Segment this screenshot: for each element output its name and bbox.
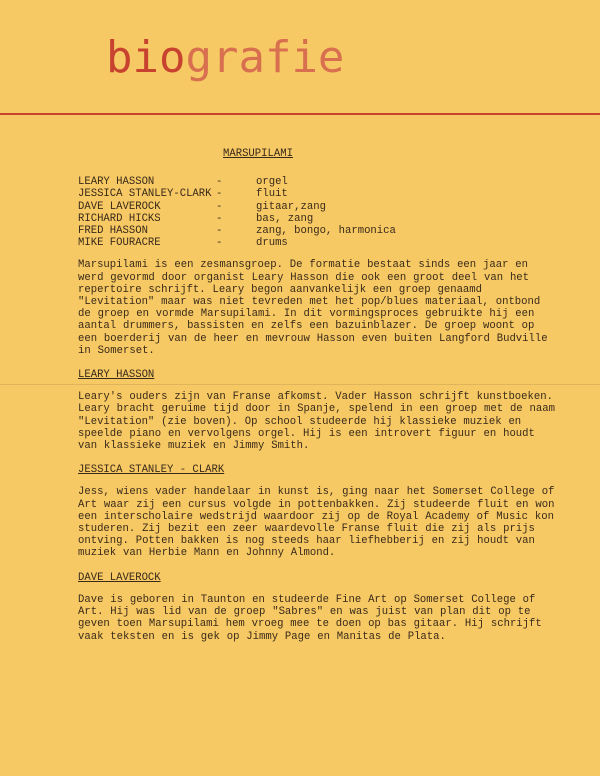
section-text-jessica: Jess, wiens vader handelaar in kunst is, ging naar het Somerset College of Art waar zij een cursus volgde in pottenbakken. Zij studeerde fluit en won een interscholaire wedstrijd waardoor zij op de Royal Academy of Music kon studeren. Zij bezit een zeer waardevolle Franse fluit die zij als prijs ontving. Potten bakken is nog steeds haar liefhebberij en zij houdt van muziek van Herbie Mann en Johnny Almond. (78, 486, 555, 560)
member-row (78, 225, 558, 237)
member-row (78, 213, 558, 225)
member-role: gitaar,zang (256, 200, 326, 213)
section-heading-leary: LEARY HASSON (78, 369, 155, 382)
member-row (78, 237, 558, 249)
page-title (106, 28, 344, 88)
member-role: zang, bongo, harmonica (256, 225, 396, 238)
member-name: MIKE FOURACRE (78, 237, 161, 250)
member-name: JESSICA STANLEY-CLARK (78, 188, 212, 201)
title-part-bio: bio (106, 32, 186, 83)
member-role: orgel (256, 176, 288, 189)
member-row (78, 201, 558, 213)
member-dash: - (216, 188, 223, 201)
member-dash: - (216, 200, 223, 213)
member-dash: - (216, 176, 223, 189)
member-role: fluit (256, 188, 288, 201)
member-dash: - (216, 212, 223, 225)
member-role: drums (256, 237, 288, 250)
section-heading-dave: DAVE LAVEROCK (78, 571, 161, 584)
band-name: MARSUPILAMI (223, 148, 293, 160)
header-rule (0, 113, 600, 115)
document-body (78, 148, 558, 655)
member-dash: - (216, 237, 223, 250)
member-list (78, 176, 558, 249)
section-heading-jessica: JESSICA STANLEY - CLARK (78, 464, 225, 477)
section-text-dave: Dave is geboren in Taunton en studeerde Fine Art op Somerset College of Art. Hij was lid van de groep "Sabres" en was juist van plan dit op te geven toen Marsupilami hem vroeg mee te doen op bas gitaar. Hij schrijft vaak teksten en is gek op Jimmy Page en Manitas de Plata. (78, 593, 542, 643)
member-name: FRED HASSON (78, 225, 148, 238)
member-name: RICHARD HICKS (78, 212, 161, 225)
member-role: bas, zang (256, 212, 314, 225)
title-part-grafie: grafie (185, 32, 345, 83)
section-text-leary: Leary's ouders zijn van Franse afkomst. Vader Hasson schrijft kunstboeken. Leary bracht geruime tijd door in Spanje, spelend in een groep met de naam "Levitation" (zie boven). Op school studeerde hij klassieke muziek en speelde piano en vervolgens orgel. Hij is een introvert figuur en houdt van klassieke muziek en Jimmy Smith. (78, 391, 555, 453)
member-name: DAVE LAVEROCK (78, 200, 161, 213)
member-name: LEARY HASSON (78, 176, 155, 189)
intro-paragraph: Marsupilami is een zesmansgroep. De formatie bestaat sinds een jaar en werd gevormd door organist Leary Hasson die ook een groot deel van het repertoire schrijft. Leary begon aanvankelijk een groep genaamd "Levitation" maar was niet tevreden met het pop/blues materiaal, ontbond de groep en vormde Marsupilami. In dit vormingsproces gebruikte hij een aantal drummers, bassisten en zelfs een bazuinblazer. De groep woont op een boerderij van de heer en mevrouw Hasson even buiten Langford Budville in Somerset. (78, 259, 548, 357)
member-dash: - (216, 225, 223, 238)
member-row (78, 188, 558, 200)
member-row (78, 176, 558, 188)
